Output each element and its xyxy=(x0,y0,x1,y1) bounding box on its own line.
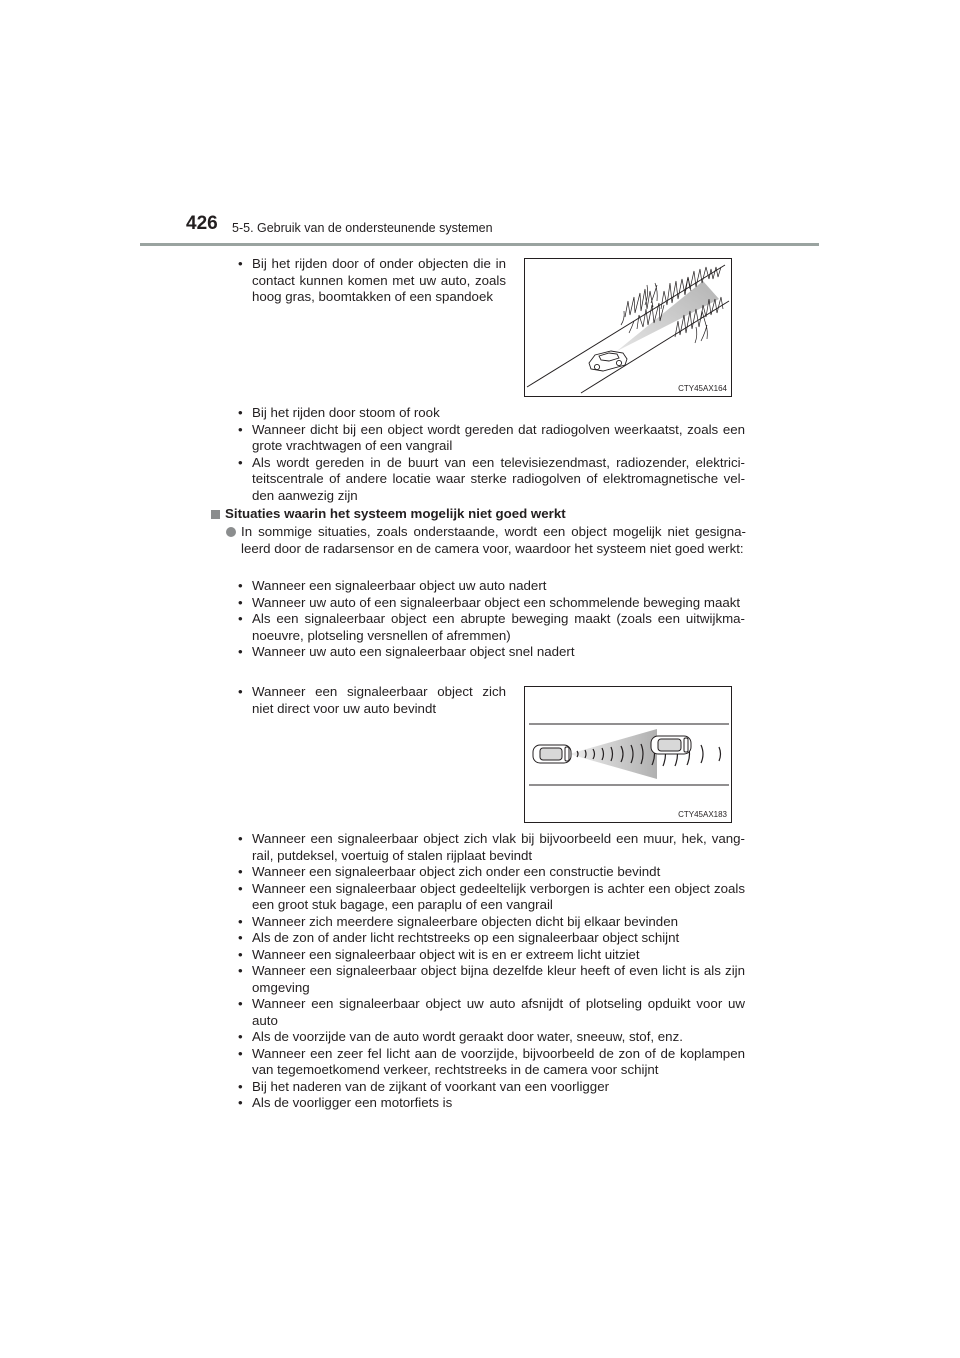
section-title: 5-5. Gebruik van de ondersteunende systemen xyxy=(232,221,493,235)
list-item: • Wanneer een zeer fel licht aan de voorzijde, bijvoorbeeld de zon of de koplampen van tegemoetkomend verkeer, rechtstreeks in de camera voor schijnt xyxy=(238,1046,745,1079)
list-item: • Als wordt gereden in de buurt van een televisiezendmast, radiozender, elektrici-teitscentrale of andere locatie waar sterke radiogolven of elektromagnetische vel-den aanwezig zijn xyxy=(238,455,745,505)
list-item: • Wanneer een signaleerbaar object bijna dezelfde kleur heeft of even licht is als zijn omgeving xyxy=(238,963,745,996)
list-item: • Wanneer dicht bij een object wordt gereden dat radiogolven weerkaatst, zoals een grote vrachtwagen of een vangrail xyxy=(238,422,745,455)
list-item: • Als een signaleerbaar object een abrupte beweging maakt (zoals een uitwijkma-noeuvre, plotseling versnellen of afremmen) xyxy=(238,611,745,644)
list-item: • Wanneer een signaleerbaar object zich onder een constructie bevindt xyxy=(238,864,745,881)
bullet-list xyxy=(238,405,745,504)
list-item: • Als de voorligger een motorfiets is xyxy=(238,1095,745,1112)
figure-offset-vehicle-illustration xyxy=(524,686,732,823)
list-item: • Wanneer een signaleerbaar object zich niet direct voor uw auto bevindt xyxy=(238,684,506,717)
figure-code: CTY45AX183 xyxy=(678,810,727,819)
page-number: 426 xyxy=(186,213,218,234)
list-item: • Wanneer een signaleerbaar object zich vlak bij bijvoorbeeld een muur, hek, vang-rail, putdeksel, voertuig of stalen rijplaat bevindt xyxy=(238,831,745,864)
list-item: • Bij het naderen van de zijkant of voorkant van een voorligger xyxy=(238,1079,745,1096)
list-item: • Bij het rijden door stoom of rook xyxy=(238,405,745,422)
list-item: • Wanneer een signaleerbaar object uw auto afsnijdt of plotseling opduikt voor uw auto xyxy=(238,996,745,1029)
list-item: • Wanneer een signaleerbaar object uw auto nadert xyxy=(238,578,745,595)
list-item: • Als de voorzijde van de auto wordt geraakt door water, sneeuw, stof, enz. xyxy=(238,1029,745,1046)
list-item: • Als de zon of ander licht rechtstreeks op een signaleerbaar object schijnt xyxy=(238,930,745,947)
list-item: • Wanneer een signaleerbaar object gedeeltelijk verborgen is achter een object zoals een groot stuk bagage, een paraplu of een vangrail xyxy=(238,881,745,914)
bullet-list xyxy=(238,684,506,717)
intro-block xyxy=(226,524,746,557)
list-item: • Wanneer uw auto of een signaleerbaar object een schommelende beweging maakt xyxy=(238,595,745,612)
list-item: • Wanneer een signaleerbaar object wit is en er extreem licht uitziet xyxy=(238,947,745,964)
bullet-list xyxy=(238,256,506,306)
figure-grass-illustration xyxy=(524,258,732,397)
bullet-list xyxy=(238,831,745,1112)
header-rule xyxy=(140,243,819,246)
situations-heading-block xyxy=(211,506,751,523)
list-item: • Wanneer uw auto een signaleerbaar object snel nadert xyxy=(238,644,745,661)
bullet-list xyxy=(238,578,745,661)
list-item: • Bij het rijden door of onder objecten die in contact kunnen komen met uw auto, zoals hoog gras, boomtakken of een spandoek xyxy=(238,256,506,306)
figure-code: CTY45AX164 xyxy=(678,384,727,393)
intro-text: In sommige situaties, zoals onderstaande, wordt een object mogelijk niet gesigna-leerd door de radarsensor en de camera voor, waardoor het systeem niet goed werkt: xyxy=(226,524,746,557)
list-item: • Wanneer zich meerdere signaleerbare objecten dicht bij elkaar bevinden xyxy=(238,914,745,931)
section-heading: Situaties waarin het systeem mogelijk niet goed werkt xyxy=(211,506,751,523)
